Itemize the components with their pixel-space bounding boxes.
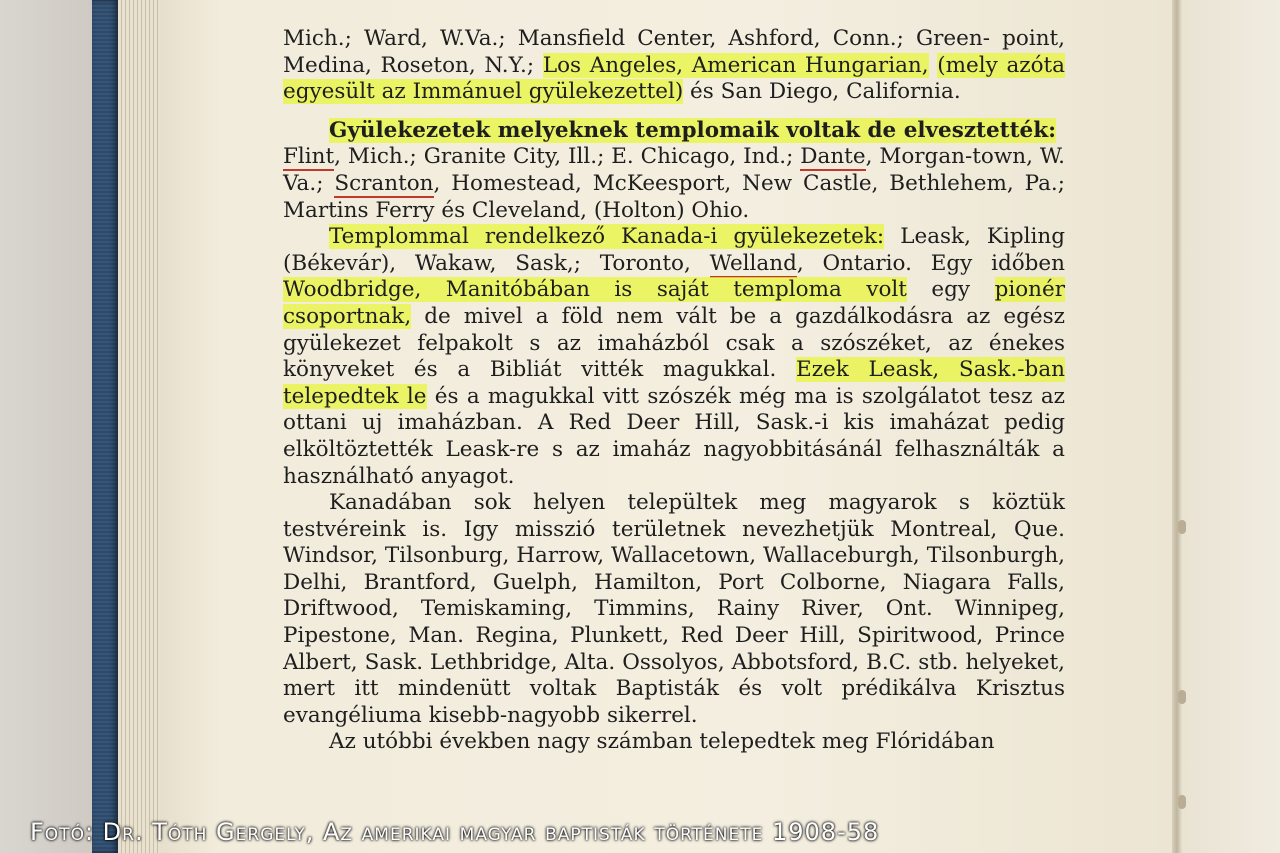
text-line: Mich.; Ward, W.Va.; Mansfield Center, Ashford, Conn.; Green- bbox=[283, 26, 990, 51]
paragraph-1: Mich.; Ward, W.Va.; Mansfield Center, Ashford, Conn.; Green- point, Medina, Roseton, N.Y.; Los Angeles, American Hungarian, (mely azóta egyesült az Immánuel gyülekezettel) és San Diego, California. bbox=[283, 26, 1066, 105]
paragraph-2: Flint, Mich.; Granite City, Ill.; E. Chicago, Ind.; Dante, Morgan-town, W. Va.; Scranton, Homestead, McKeesport, New Castle, Bethlehem, Pa.; Martins Ferry és Cleveland, (Holton) Ohio. bbox=[283, 144, 1066, 223]
photo-caption: Fotó: Dr. Tóth Gergely, Az amerikai magyar baptisták története 1908-58 bbox=[30, 818, 880, 846]
underlined-word: Welland bbox=[709, 250, 797, 276]
highlight: Ezek Leask, Sask.-ban telepedtek le bbox=[283, 357, 1065, 409]
highlight: Gyülekezetek melyeknek templomaik voltak de elvesztették: bbox=[329, 117, 1057, 143]
highlight: Los Angeles, American Hungarian, bbox=[542, 52, 929, 78]
binding-stitch bbox=[1178, 690, 1186, 704]
paragraph-4: Kanadában sok helyen települtek meg magyarok s köztük testvéreink is. Igy misszió területnek nevezhetjük Montreal, Que. Windsor, Tilsonburg, Harrow, Wallacetown, Wallaceburgh, Tilsonburgh, Delhi, Brantford, Guelph, Hamilton, Port Colborne, Niagara Falls, Driftwood, Temiskaming, Timmins, Rainy River, Ont. Winnipeg, Pipestone, Man. Regina, Plunkett, Red Deer Hill, Spiritwood, Prince Albert, Sask. Lethbridge, Alta. Ossolyos, Abbotsford, B.C. stb. helyeket, mert itt mindenütt voltak Baptisták és volt prédikálva Krisztus evangéliuma kisebb-nagyobb sikerrel. bbox=[283, 490, 1065, 728]
highlight: (mely azóta egyesült az Immánuel gyülekezettel) bbox=[283, 52, 1065, 105]
paragraph-5: Az utóbbi években nagy számban telepedtek meg Flóridában bbox=[329, 729, 995, 755]
page-edges bbox=[118, 0, 164, 853]
section-heading bbox=[283, 118, 1065, 145]
page-text bbox=[283, 26, 1065, 756]
book-gutter bbox=[1172, 0, 1182, 853]
binding-stitch bbox=[1178, 795, 1186, 809]
underlined-word: Scranton bbox=[334, 170, 434, 196]
highlight: Templommal rendelkező Kanada-i gyülekezetek: bbox=[329, 224, 885, 250]
highlight: Woodbridge, Manitóbában is saját temploma volt bbox=[283, 277, 907, 303]
underlined-word: Flint bbox=[283, 144, 335, 170]
facing-page bbox=[1182, 0, 1280, 853]
binding-stitch bbox=[1178, 520, 1186, 534]
paragraph-3: Templommal rendelkező Kanada-i gyülekezetek: Leask, Kipling (Békevár), Wakaw, Sask,; Toronto, Welland, Ontario. Egy időben Woodbridge, Manitóbában is saját temploma volt egy pionér csoportnak, de mivel a föld nem vált be a gazdálkodásra az egész gyülekezet felpakolt s az imaházból csak a szószéket, az énekes könyveket és a Bibliát vitték magukkal. Ezek Leask, Sask.-ban telepedtek le és a magukkal vitt szószék még ma is szolgálatot tesz az ottani uj imaházban. A Red Deer Hill, Sask.-i kis imaházat pedig elköltöztették Leask-re s az imaház nagyobbitásánál felhasználták a használható anyagot. bbox=[283, 224, 1066, 489]
book-spine bbox=[92, 0, 118, 853]
highlight: pionér csoportnak, bbox=[283, 277, 1065, 329]
underlined-word: Dante bbox=[800, 144, 866, 170]
background-left bbox=[0, 0, 92, 853]
